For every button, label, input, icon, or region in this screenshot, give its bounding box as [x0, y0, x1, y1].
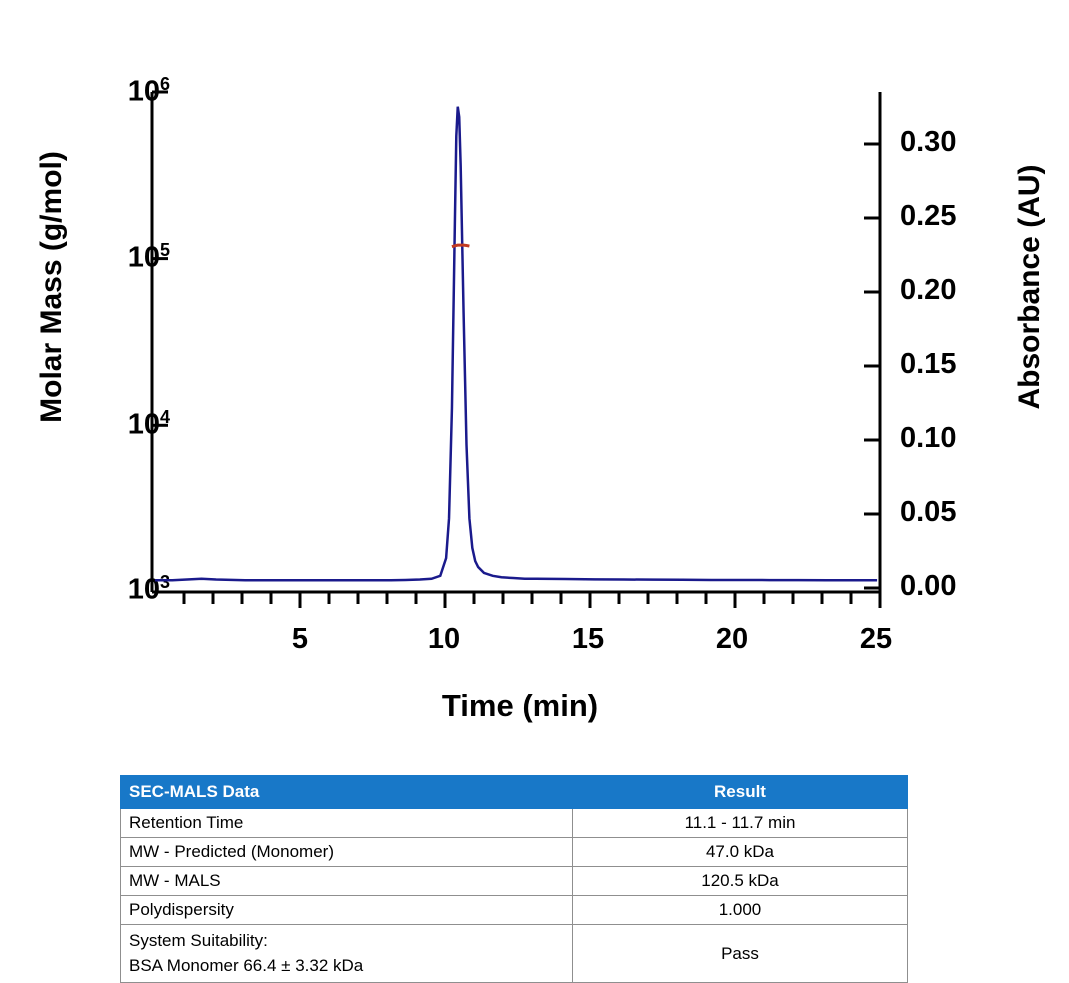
row-label-mw-predicted: MW - Predicted (Monomer)	[121, 838, 573, 867]
y-left-tick-1e4: $10^4$	[127, 407, 170, 441]
x-tick-5: 5	[291, 623, 309, 655]
y-right-tick-0-25: 0.25	[900, 200, 957, 232]
molar-mass-trace	[452, 245, 469, 247]
row-label-polydispersity: Polydispersity	[121, 896, 573, 925]
system-suitability-line2: BSA Monomer 66.4 ± 3.32 kDa	[129, 955, 364, 975]
row-label-retention-time: Retention Time	[121, 809, 573, 838]
y-right-major-ticks	[864, 144, 880, 588]
row-value-system-suitability: Pass	[573, 925, 908, 983]
table-row	[121, 838, 908, 867]
table-row	[121, 925, 908, 983]
x-tick-20: 20	[715, 623, 749, 655]
y-left-major-ticks	[152, 92, 168, 592]
x-tick-25: 25	[859, 623, 893, 655]
y-right-tick-0-10: 0.10	[900, 422, 957, 454]
system-suitability-line1: System Suitability:	[129, 931, 268, 950]
row-label-mw-mals: MW - MALS	[121, 867, 573, 896]
x-axis-title: Time (min)	[441, 688, 599, 723]
y-right-tick-0-00: 0.00	[900, 570, 957, 602]
table-header-row	[121, 776, 908, 809]
y-axis-right-title: Absorbance (AU)	[1013, 164, 1046, 410]
table-header-label: SEC-MALS Data	[121, 776, 573, 809]
y-left-tick-1e3: $10^3$	[127, 572, 170, 606]
row-label-system-suitability	[121, 925, 573, 983]
table-header-result: Result	[573, 776, 908, 809]
sec-mals-results-table	[120, 775, 908, 983]
y-left-tick-1e6: $10^6$	[127, 74, 170, 108]
y-right-tick-0-20: 0.20	[900, 274, 957, 306]
x-tick-10: 10	[427, 623, 461, 655]
x-tick-15: 15	[571, 623, 605, 655]
row-value-mw-predicted: 47.0 kDa	[573, 838, 908, 867]
y-left-tick-1e5: $10^5$	[127, 240, 170, 274]
y-right-tick-0-30: 0.30	[900, 126, 957, 158]
table-row	[121, 809, 908, 838]
row-value-polydispersity: 1.000	[573, 896, 908, 925]
table-row	[121, 896, 908, 925]
y-axis-left-title: Molar Mass (g/mol)	[35, 151, 68, 423]
y-right-tick-0-05: 0.05	[900, 496, 957, 528]
table-row	[121, 867, 908, 896]
x-axis-minor-ticks	[184, 592, 880, 608]
y-right-tick-0-15: 0.15	[900, 348, 957, 380]
row-value-mw-mals: 120.5 kDa	[573, 867, 908, 896]
uv-absorbance-trace	[155, 107, 877, 581]
row-value-retention-time: 11.1 - 11.7 min	[573, 809, 908, 838]
